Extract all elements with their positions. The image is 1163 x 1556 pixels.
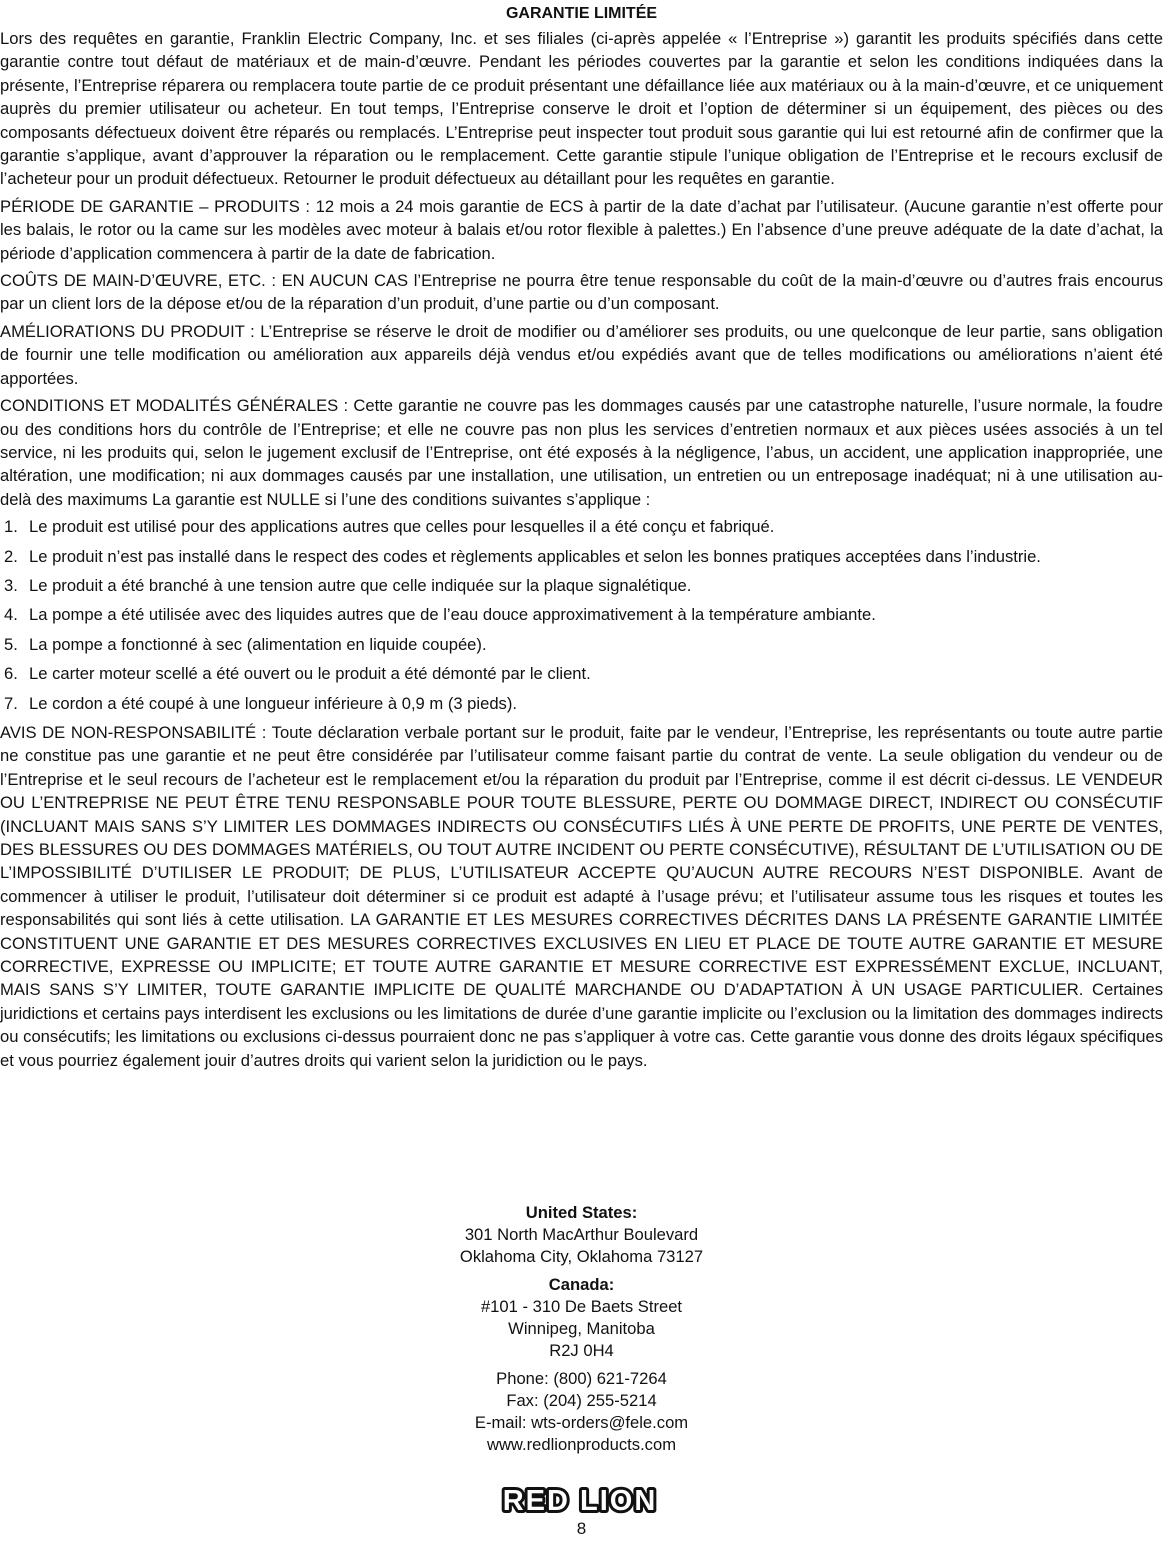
list-item-number: 1.	[4, 517, 18, 537]
list-item	[0, 633, 1163, 656]
conditions-list	[0, 515, 1163, 715]
us-address-line: Oklahoma City, Oklahoma 73127	[459, 1247, 704, 1266]
page-title: GARANTIE LIMITÉE	[505, 5, 658, 22]
list-item-text: Le produit est utilisé pour des applications autres que celles pour lesquelles il a été conçu et fabriqué.	[29, 517, 775, 537]
us-address-line: 301 North MacArthur Boulevard	[464, 1225, 699, 1244]
list-item-number: 5.	[4, 634, 18, 654]
canada-heading: Canada:	[548, 1275, 615, 1294]
list-item-number: 6.	[4, 664, 18, 684]
list-item-text: La pompe a fonctionné à sec (alimentation en liquide coupée).	[29, 634, 487, 654]
us-heading: United States:	[525, 1203, 638, 1222]
product-improvements-paragraph: AMÉLIORATIONS DU PRODUIT : L’Entreprise se réserve le droit de modifier ou d’améliorer ses produits, ou une quelconque de leur partie, sans obligation de fournir une telle modification ou amélioration aux appareils déjà vendus et/ou expédiés avant que de telles modifications ou améliorations n’aient été apportées.	[0, 321, 1163, 388]
list-item-text: Le produit n’est pas installé dans le respect des codes et règlements applicables et selon les bonnes pratiques acceptées dans l’industrie.	[29, 546, 1041, 566]
fax-number: Fax: (204) 255-5214	[506, 1391, 657, 1410]
svg-text:RED LION: RED LION	[502, 1485, 658, 1517]
list-item-number: 3.	[4, 575, 18, 595]
list-item	[0, 662, 1163, 685]
list-item-number: 4.	[4, 605, 18, 625]
list-item-text: La pompe a été utilisée avec des liquides autres que de l’eau douce approximativement à la température ambiante.	[29, 605, 876, 625]
disclaimer-paragraph: AVIS DE NON-RESPONSABILITÉ : Toute déclaration verbale portant sur le produit, faite par le vendeur, l’Entreprise, les représentants ou toute autre partie ne constitue pas une garantie et ne peut être considérée par l’utilisateur comme faisant partie du contrat de vente. La seule obligation du vendeur ou de l’Entreprise et le seul recours de l’acheteur est le remplacement et/ou la réparation du produit par l’Entreprise, comme il est décrit ci-dessus. LE VENDEUR OU L’ENTREPRISE NE PEUT ÊTRE TENU RESPONSABLE POUR TOUTE BLESSURE, PERTE OU DOMMAGE DIRECT, INDIRECT OU CONSÉCUTIF (INCLUANT MAIS SANS S’Y LIMITER LES DOMMAGES INDIRECTS OU CONSÉCUTIFS LIÉS À UNE PERTE DE PROFITS, UNE PERTE DE VENTES, DES BLESSURES OU DES DOMMAGES MATÉRIELS, OU TOUT AUTRE INCIDENT OU PERTE CONSÉCUTIVE), RÉSULTANT DE L’UTILISATION OU DE L’IMPOSSIBILITÉ D’UTILISER LE PRODUIT; DE PLUS, L’UTILISATEUR ACCEPTE QU’AUCUN AUTRE RECOURS N’EST DISPONIBLE. Avant de commencer à utiliser le produit, l’utilisateur doit déterminer si ce produit est adapté à l’usage prévu; et l’utilisateur assume tous les risques et toutes les responsabilités qui sont liés à cette utilisation. LA GARANTIE ET LES MESURES CORRECTIVES DÉCRITES DANS LA PRÉSENTE GARANTIE LIMITÉE CONSTITUENT UNE GARANTIE ET DES MESURES CORRECTIVES EXCLUSIVES EN LIEU ET PLACE DE TOUTE AUTRE GARANTIE ET MESURE CORRECTIVE, EXPRESSE OU IMPLICITE; ET TOUTE AUTRE GARANTIE ET MESURE CORRECTIVE EST EXPRESSÉMENT EXCLUE, INCLUANT, MAIS SANS S’Y LIMITER, TOUTE GARANTIE IMPLICITE DE QUALITÉ MARCHANDE OU D’ADAPTATION À UN USAGE PARTICULIER. Certaines juridictions et certains pays interdisent les exclusions ou les limitations de durée d’une garantie implicite ou l’exclusion ou la limitation des dommages indirects ou consécutifs; les limitations ou exclusions ci-dessus pourraient donc ne pas s’appliquer à votre cas. Cette garantie vous donne des droits légaux spécifiques et vous pourriez également jouir d’autres droits qui varient selon la juridiction ou le pays.	[0, 722, 1163, 1070]
intro-paragraph: Lors des requêtes en garantie, Franklin Electric Company, Inc. et ses filiales (ci-après appelée « l’Entreprise ») garantit les produits spécifiés dans cette garantie contre tout défaut de matériaux et de main-d’œuvre. Pendant les périodes couvertes par la garantie et selon les conditions indiquées dans la présente, l’Entreprise réparera ou remplacera toute partie de ce produit présentant une défaillance liée aux matériaux ou à la main-d’œuvre, et ce uniquement auprès du premier utilisateur ou acheteur. En tout temps, l’Entreprise conserve le droit et l’option de déterminer si un équipement, des pièces ou des composants défectueux doivent être réparés ou remplacés. L’Entreprise peut inspecter tout produit sous garantie qui lui est retourné afin de confirmer que la garantie s’applique, avant d’approuver la réparation ou le remplacement. Cette garantie stipule l’unique obligation de l’Entreprise et le recours exclusif de l’acheteur pour un produit défectueux. Retourner le produit défectueux au détaillant pour les requêtes en garantie.	[0, 29, 1163, 189]
canada-address-line: R2J 0H4	[549, 1341, 614, 1360]
list-item	[0, 692, 1163, 715]
general-conditions-paragraph: CONDITIONS ET MODALITÉS GÉNÉRALES : Cette garantie ne couvre pas les dommages causés par une catastrophe naturelle, l’usure normale, la foudre ou des conditions hors du contrôle de l’Entreprise; et elle ne couvre pas non plus les services d’entretien normaux et aux pièces usées associés à un tel service, ni les produits qui, selon le jugement exclusif de l’Entreprise, ont été exposés à la négligence, l’abus, un accident, une application inappropriée, une altération, une modification; ni aux dommages causés par une installation, une utilisation, un entretien ou un entreposage inadéquat; ni à une utilisation au-delà des maximums La garantie est NULLE si l’une des conditions suivantes s’applique :	[0, 396, 1163, 509]
list-item-number: 2.	[4, 546, 18, 566]
list-item	[0, 603, 1163, 626]
list-item-text: Le produit a été branché à une tension autre que celle indiquée sur la plaque signalétique.	[29, 575, 692, 595]
list-item	[0, 545, 1163, 568]
contact-block	[0, 1202, 1163, 1456]
list-item-text: Le carter moteur scellé a été ouvert ou le produit a été démonté par le client.	[29, 664, 591, 684]
canada-address-line: Winnipeg, Manitoba	[508, 1319, 655, 1338]
labor-costs-paragraph: COÛTS DE MAIN-D’ŒUVRE, ETC. : EN AUCUN CAS l’Entreprise ne pourra être tenue responsable du coût de la main-d’œuvre ou d’autres frais encourus par un client lors de la dépose et/ou de la réparation d’un produit, d’une partie ou d’un composant.	[0, 271, 1163, 314]
canada-address-line: #101 - 310 De Baets Street	[480, 1297, 683, 1316]
list-item-text: Le cordon a été coupé à une longueur inférieure à 0,9 m (3 pieds).	[29, 693, 517, 713]
list-item	[0, 515, 1163, 538]
phone-number: Phone: (800) 621-7264	[496, 1369, 667, 1388]
email-address: E-mail: wts-orders@fele.com	[474, 1413, 689, 1432]
page-number: 8	[576, 1519, 587, 1538]
website-url: www.redlionproducts.com	[486, 1435, 677, 1454]
warranty-period-paragraph: PÉRIODE DE GARANTIE – PRODUITS : 12 mois a 24 mois garantie de ECS à partir de la date d’achat par l’utilisateur. (Aucune garantie n’est offerte pour les balais, le rotor ou la came sur les modèles avec moteur à balais et/ou rotor flexible à palettes.) En l’absence d’une preuve adéquate de la date d’achat, la période d’application commencera à partir de la date de fabrication.	[0, 196, 1163, 263]
list-item	[0, 574, 1163, 597]
list-item-number: 7.	[4, 693, 18, 713]
warranty-body	[0, 27, 1163, 1076]
